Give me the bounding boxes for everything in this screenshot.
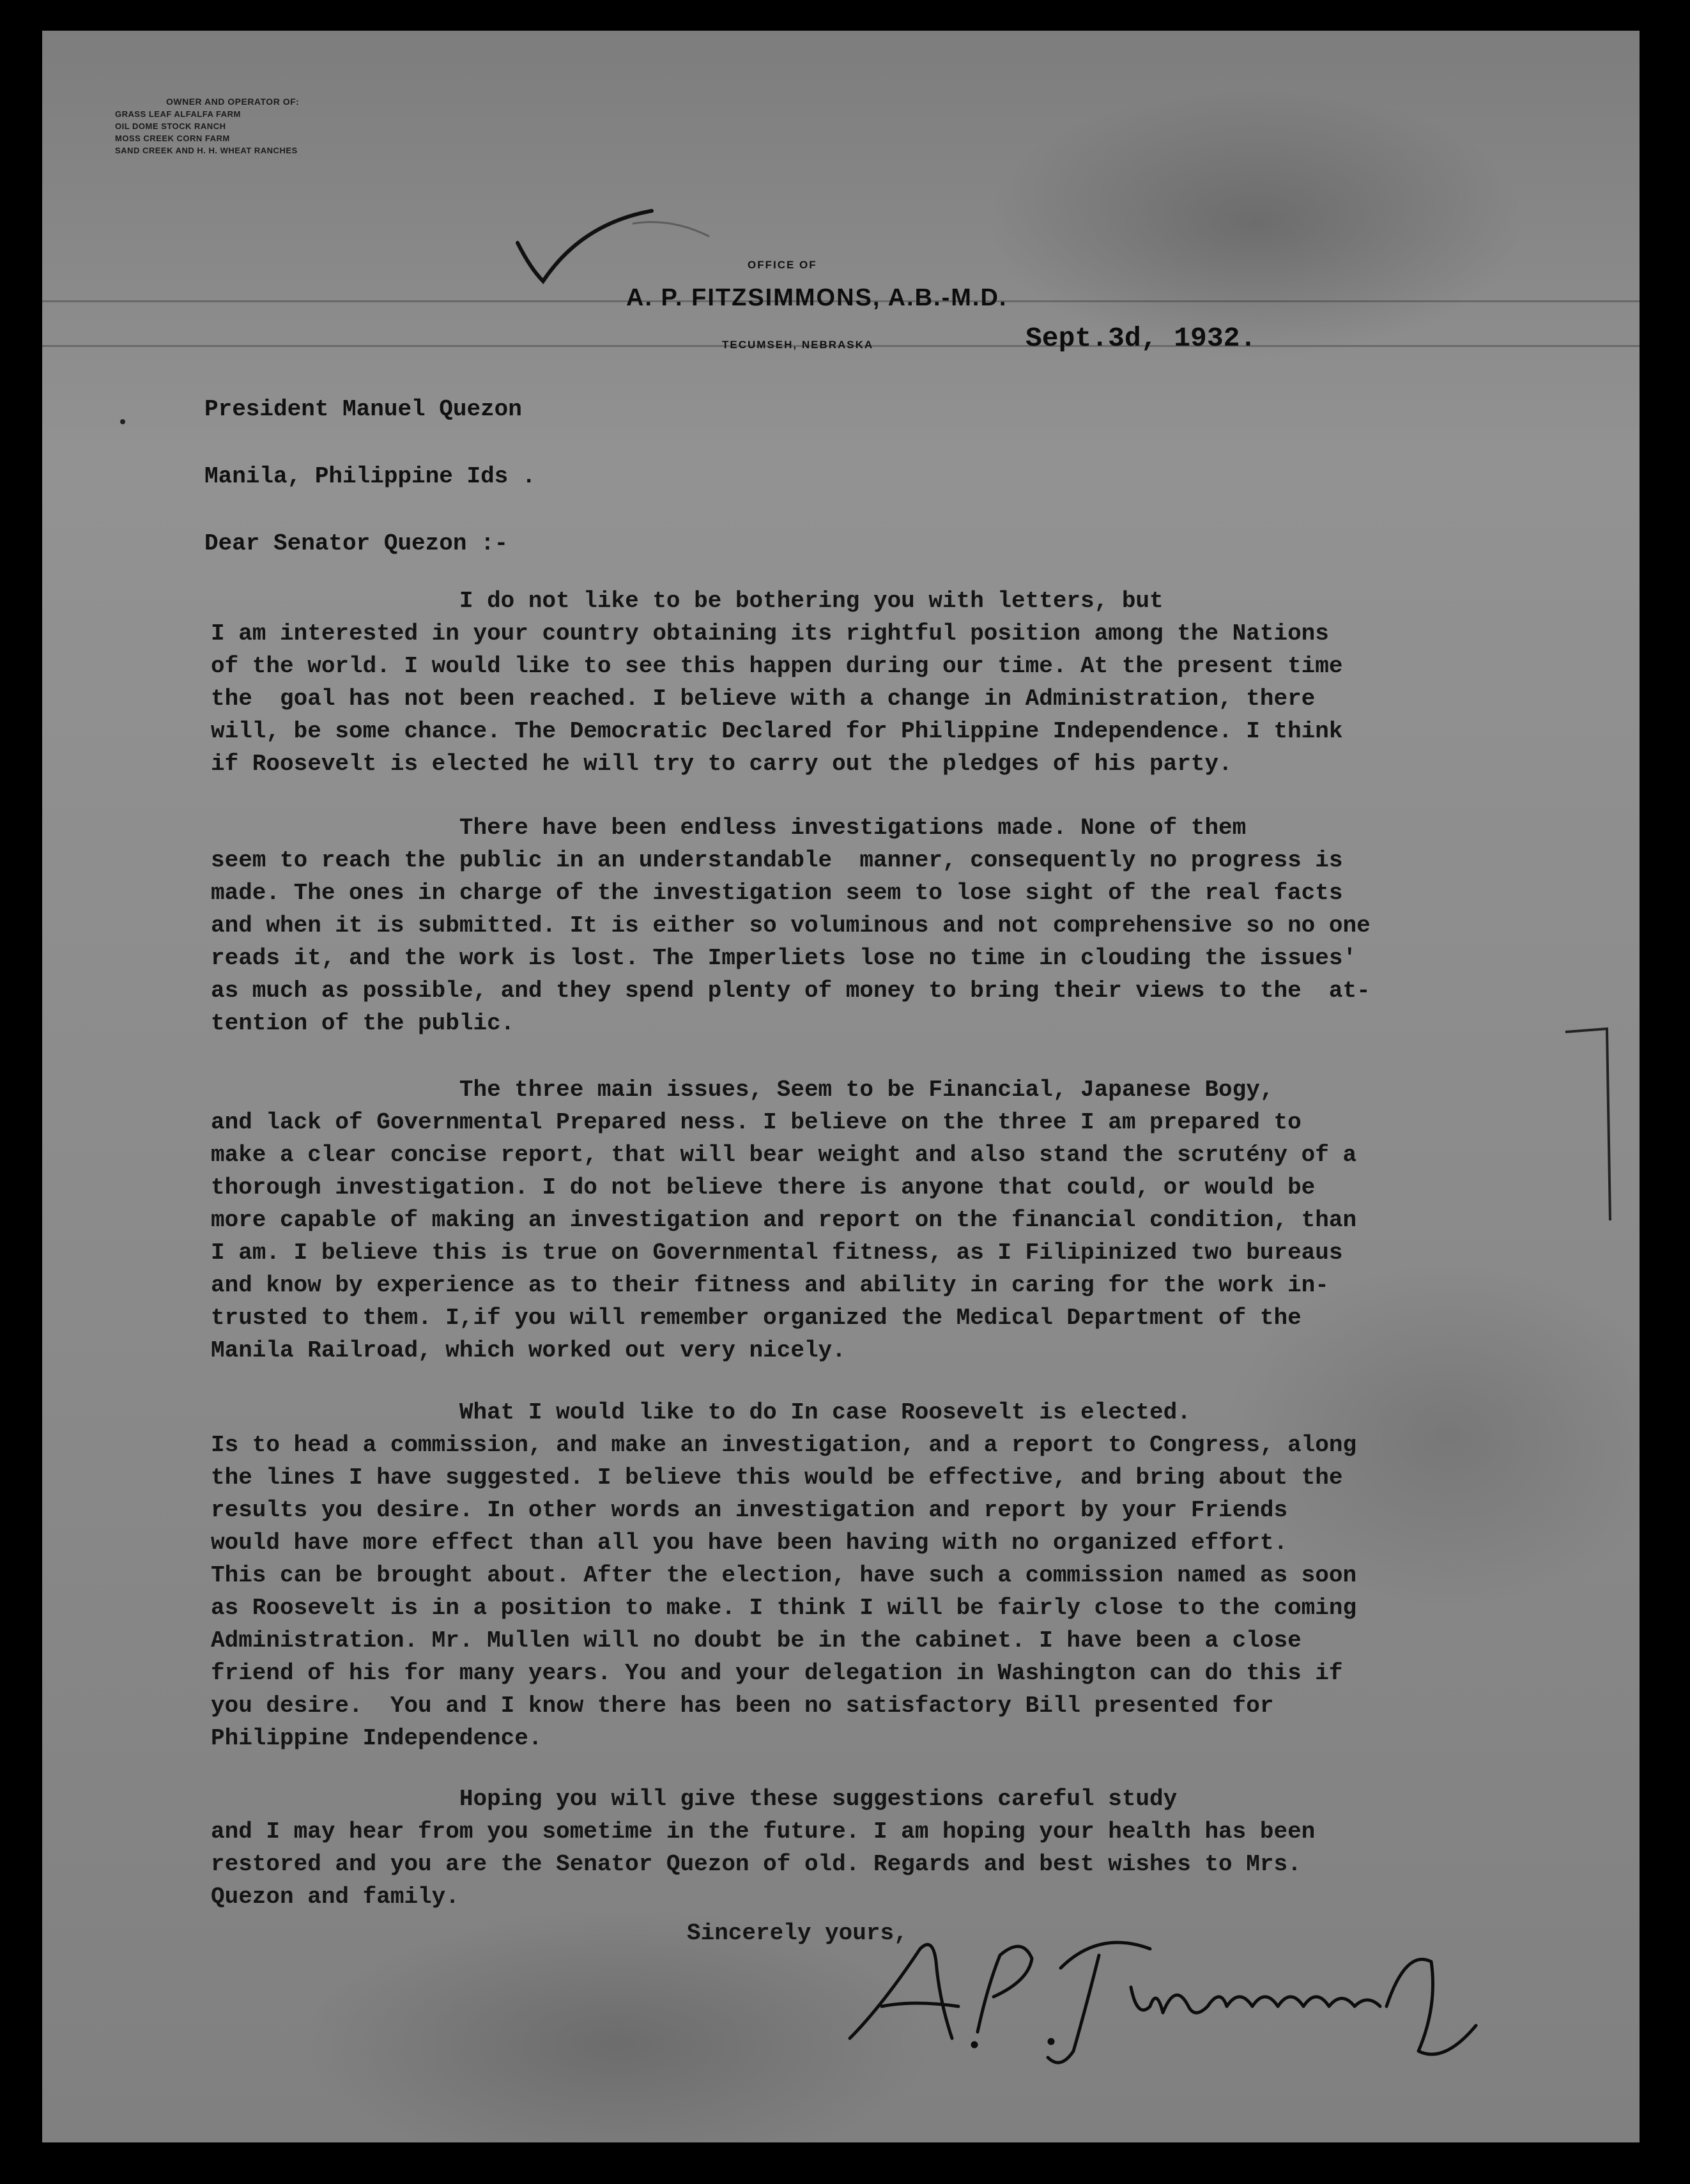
paragraph-4 (211, 1396, 1356, 1755)
paragraph-5 (211, 1783, 1315, 1913)
text-line: Hoping you will give these suggestions careful study (211, 1786, 1178, 1812)
owner-header: OWNER AND OPERATOR OF: (166, 96, 300, 107)
text-line: and I may hear from you sometime in the future. I am hoping your health has been (211, 1819, 1316, 1845)
letter-date: Sept.3d, 1932. (1026, 323, 1257, 354)
text-line: restored and you are the Senator Quezon of old. Regards and best wishes to Mrs. (211, 1851, 1302, 1877)
recipient-name: President Manuel Quezon (204, 396, 522, 422)
margin-bracket-mark (1559, 1022, 1623, 1227)
text-line: This can be brought about. After the election, have such a commission named as soon (211, 1562, 1357, 1588)
letterhead-location: TECUMSEH, NEBRASKA (722, 339, 874, 351)
salutation: Dear Senator Quezon :- (204, 530, 509, 557)
text-line: the lines I have suggested. I believe this would be effective, and bring about the (211, 1465, 1343, 1491)
text-line: would have more effect than all you have been having with no organized effort. (211, 1530, 1288, 1556)
owner-line: MOSS CREEK CORN FARM (115, 134, 230, 143)
text-line: tention of the public. (211, 1010, 515, 1036)
text-line: seem to reach the public in an understandable manner, consequently no progress is (211, 847, 1343, 873)
paragraph-2 (211, 811, 1371, 1040)
text-line: trusted to them. I,if you will remember organized the Medical Department of the (211, 1305, 1302, 1331)
owner-line: GRASS LEAF ALFALFA FARM (115, 109, 241, 119)
text-line: I am. I believe this is true on Governmental fitness, as I Filipinized two bureaus (211, 1240, 1343, 1266)
text-line: Administration. Mr. Mullen will no doubt be in the cabinet. I have been a close (211, 1627, 1302, 1654)
text-line: as much as possible, and they spend plenty of money to bring their views to the at- (211, 978, 1371, 1004)
recipient-address: Manila, Philippine Ids . (204, 463, 536, 489)
text-line: and when it is submitted. It is either so voluminous and not comprehensive so no one (211, 912, 1371, 939)
stray-mark (120, 419, 125, 424)
text-line: make a clear concise report, that will bear weight and also stand the scrutény of a (211, 1142, 1357, 1168)
text-line: and know by experience as to their fitness and ability in caring for the work in- (211, 1272, 1329, 1298)
owner-line: OIL DOME STOCK RANCH (115, 121, 226, 131)
text-line: and lack of Governmental Prepared ness. I believe on the three I am prepared to (211, 1109, 1302, 1135)
text-line: What I would like to do In case Roosevelt is elected. (211, 1399, 1191, 1426)
office-of-label: OFFICE OF (748, 259, 817, 271)
letterhead-name: A. P. FITZSIMMONS, A.B.-M.D. (626, 284, 1008, 311)
paragraph-3 (211, 1073, 1356, 1367)
paragraph-1 (211, 585, 1343, 780)
text-line: as Roosevelt is in a position to make. I think I will be fairly close to the coming (211, 1595, 1357, 1621)
text-line: friend of his for many years. You and your delegation in Washington can do this if (211, 1660, 1343, 1686)
closing: Sincerely yours, (687, 1920, 908, 1946)
text-line: you desire. You and I know there has been no satisfactory Bill presented for (211, 1693, 1274, 1719)
text-line: made. The ones in charge of the investigation seem to lose sight of the real facts (211, 880, 1343, 906)
text-line: if Roosevelt is elected he will try to carry out the pledges of his party. (211, 751, 1233, 777)
text-line: more capable of making an investigation and report on the financial condition, than (211, 1207, 1357, 1233)
text-line: the goal has not been reached. I believe with a change in Administration, there (211, 686, 1316, 712)
text-line: There have been endless investigations made. None of them (211, 815, 1247, 841)
text-line: Philippine Independence. (211, 1725, 542, 1751)
text-line: will, be some chance. The Democratic Declared for Philippine Independence. I think (211, 718, 1343, 744)
text-line: of the world. I would like to see this happen during our time. At the present time (211, 653, 1343, 679)
owner-list (115, 96, 473, 157)
signature-icon (831, 1911, 1521, 2077)
text-line: results you desire. In other words an investigation and report by your Friends (211, 1497, 1288, 1523)
text-line: Is to head a commission, and make an investigation, and a report to Congress, along (211, 1432, 1357, 1458)
text-line: I am interested in your country obtaining its rightful position among the Nations (211, 620, 1329, 647)
text-line: The three main issues, Seem to be Financial, Japanese Bogy, (211, 1077, 1274, 1103)
text-line: thorough investigation. I do not believe there is anyone that could, or would be (211, 1174, 1316, 1201)
text-line: reads it, and the work is lost. The Imperliets lose no time in clouding the issues' (211, 945, 1357, 971)
owner-line: SAND CREEK AND H. H. WHEAT RANCHES (115, 146, 298, 155)
text-line: I do not like to be bothering you with letters, but (211, 588, 1164, 614)
text-line: Manila Railroad, which worked out very nicely. (211, 1337, 846, 1364)
text-line: Quezon and family. (211, 1884, 459, 1910)
